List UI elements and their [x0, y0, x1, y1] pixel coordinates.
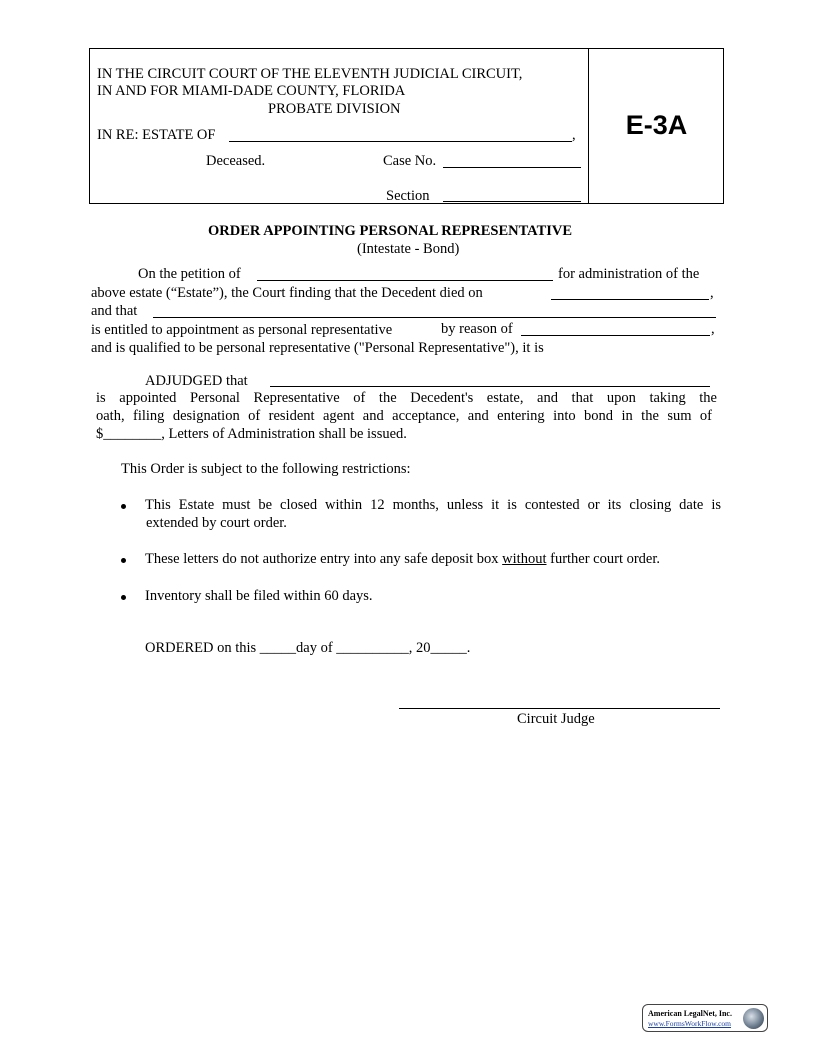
reason-field[interactable]: [521, 335, 710, 336]
entitled-text: is entitled to appointment as personal representative: [91, 322, 393, 338]
section-field[interactable]: [443, 201, 581, 202]
by-reason-label: by reason of: [441, 321, 513, 337]
form-code: E-3A: [625, 110, 688, 140]
judge-signature-line[interactable]: [399, 708, 720, 709]
division-label: PROBATE DIVISION: [268, 101, 401, 117]
logo-company-name: American LegalNet, Inc.: [648, 1009, 732, 1018]
deceased-label: Deceased.: [206, 153, 266, 169]
adjudged-label: ADJUDGED that: [145, 373, 248, 389]
comma: ,: [572, 127, 576, 143]
in-re-label: IN RE: ESTATE OF: [97, 127, 216, 143]
appointed-line-2: oath, filing designation of resident agent and acceptance, and entering into bond in the sum of: [96, 408, 712, 424]
case-no-label: Case No.: [383, 153, 437, 169]
restrictions-intro: This Order is subject to the following restrictions:: [121, 461, 411, 477]
restriction-2: [145, 551, 660, 568]
estate-text: above estate (“Estate”), the Court finding that the Decedent died on: [91, 285, 483, 301]
estate-name-field[interactable]: [229, 141, 572, 142]
bullet: [121, 504, 126, 509]
globe-icon: [743, 1008, 764, 1029]
petition-prefix: On the petition of: [138, 266, 241, 282]
appointed-line-3: $________, Letters of Administration shall be issued.: [96, 426, 407, 442]
death-date-field[interactable]: [551, 299, 709, 300]
restriction-2-emphasis: without: [502, 551, 547, 567]
petition-suffix: for administration of the: [558, 266, 700, 282]
order-title: ORDER APPOINTING PERSONAL REPRESENTATIVE: [208, 223, 573, 239]
comma: ,: [710, 285, 714, 301]
qualified-text: and is qualified to be personal representative ("Personal Representative"), it is: [91, 340, 544, 356]
court-line-1: IN THE CIRCUIT COURT OF THE ELEVENTH JUDICIAL CIRCUIT,: [97, 66, 523, 82]
restriction-2-suffix: further court order.: [550, 551, 661, 567]
order-subtitle: (Intestate - Bond): [357, 241, 460, 257]
heir-name-field[interactable]: [153, 317, 716, 318]
court-line-2: IN AND FOR MIAMI-DADE COUNTY, FLORIDA: [97, 83, 406, 99]
bullet: [121, 558, 126, 563]
restriction-1-line-1: This Estate must be closed within 12 months, unless it is contested or its closing date is: [145, 497, 721, 513]
judge-label: Circuit Judge: [517, 711, 595, 727]
bullet: [121, 595, 126, 600]
ordered-date-line: ORDERED on this _____day of __________, 20_____.: [145, 640, 471, 656]
restriction-3: Inventory shall be filed within 60 days.: [145, 588, 373, 604]
section-label: Section: [386, 188, 430, 204]
restriction-2-prefix: These letters do not authorize entry into any safe deposit box: [145, 551, 499, 567]
logo-url-link[interactable]: www.FormsWorkFlow.com: [648, 1019, 732, 1028]
comma: ,: [711, 321, 715, 337]
case-no-field[interactable]: [443, 167, 581, 168]
publisher-logo: [642, 1004, 768, 1032]
representative-name-field[interactable]: [270, 386, 710, 387]
and-that-label: and that: [91, 303, 138, 319]
restriction-1-line-2: extended by court order.: [146, 515, 287, 531]
petitioner-field[interactable]: [257, 280, 553, 281]
appointed-line-1: is appointed Personal Representative of the Decedent's estate, and that upon taking the: [96, 390, 717, 406]
